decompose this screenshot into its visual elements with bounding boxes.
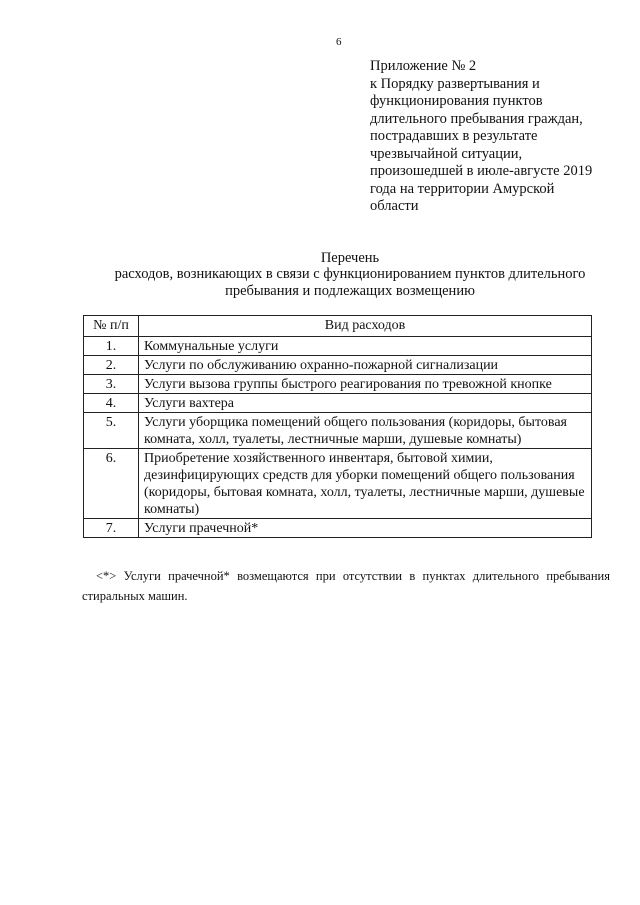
table-row: [84, 413, 592, 449]
row-number: 3.: [84, 375, 139, 394]
row-number: 2.: [84, 356, 139, 375]
appendix-line: произошедшей в июле-августе 2019: [370, 163, 593, 179]
appendix-line: Приложение № 2: [370, 58, 477, 74]
subtitle-line: расходов, возникающих в связи с функционированием пунктов длительного: [114, 266, 586, 282]
column-header-number: № п/п: [84, 316, 139, 337]
appendix-line: функционирования пунктов: [370, 93, 543, 109]
table-row: [84, 394, 592, 413]
table-row: [84, 375, 592, 394]
row-number: 7.: [84, 519, 139, 538]
footnote: <*> Услуги прачечной* возмещаются при отсутствии в пунктах длительного пребывания стиральных машин.: [82, 569, 610, 603]
column-header-expense-type: Вид расходов: [139, 316, 592, 337]
document-subtitle: [60, 266, 640, 300]
appendix-line: пострадавших в результате: [370, 128, 538, 144]
row-number: 4.: [84, 394, 139, 413]
table-row: [84, 519, 592, 538]
table-row: [84, 449, 592, 519]
row-expense-name: Приобретение хозяйственного инвентаря, бытовой химии, дезинфицирующих средств для уборки помещений общего пользования (коридоры, бытовая комната, холл, туалеты, лестничные марши, душевые комнаты): [139, 449, 592, 519]
row-number: 1.: [84, 337, 139, 356]
row-expense-name: Услуги вахтера: [139, 394, 592, 413]
row-expense-name: Услуги по обслуживанию охранно-пожарной сигнализации: [139, 356, 592, 375]
row-expense-name: Услуги вызова группы быстрого реагирования по тревожной кнопке: [139, 375, 592, 394]
subtitle-line: пребывания и подлежащих возмещению: [225, 283, 475, 299]
expenses-table: [83, 315, 592, 538]
document-title: Перечень: [320, 250, 380, 266]
appendix-line: чрезвычайной ситуации,: [370, 145, 523, 162]
row-expense-name: Коммунальные услуги: [139, 337, 592, 356]
table-header-row: [84, 316, 592, 337]
row-expense-name: Услуги уборщика помещений общего пользования (коридоры, бытовая комната, холл, туалеты, лестничные марши, душевые комнаты): [139, 413, 592, 449]
appendix-line: длительного пребывания граждан,: [370, 110, 583, 127]
row-expense-name: Услуги прачечной*: [139, 519, 592, 538]
table-row: [84, 337, 592, 356]
page-number: 6: [336, 36, 342, 48]
appendix-line: области: [370, 198, 419, 214]
appendix-line: к Порядку развертывания и: [370, 75, 540, 92]
row-number: 5.: [84, 413, 139, 449]
table-row: [84, 356, 592, 375]
appendix-header: [370, 58, 620, 216]
row-number: 6.: [84, 449, 139, 519]
appendix-line: года на территории Амурской: [370, 180, 555, 197]
